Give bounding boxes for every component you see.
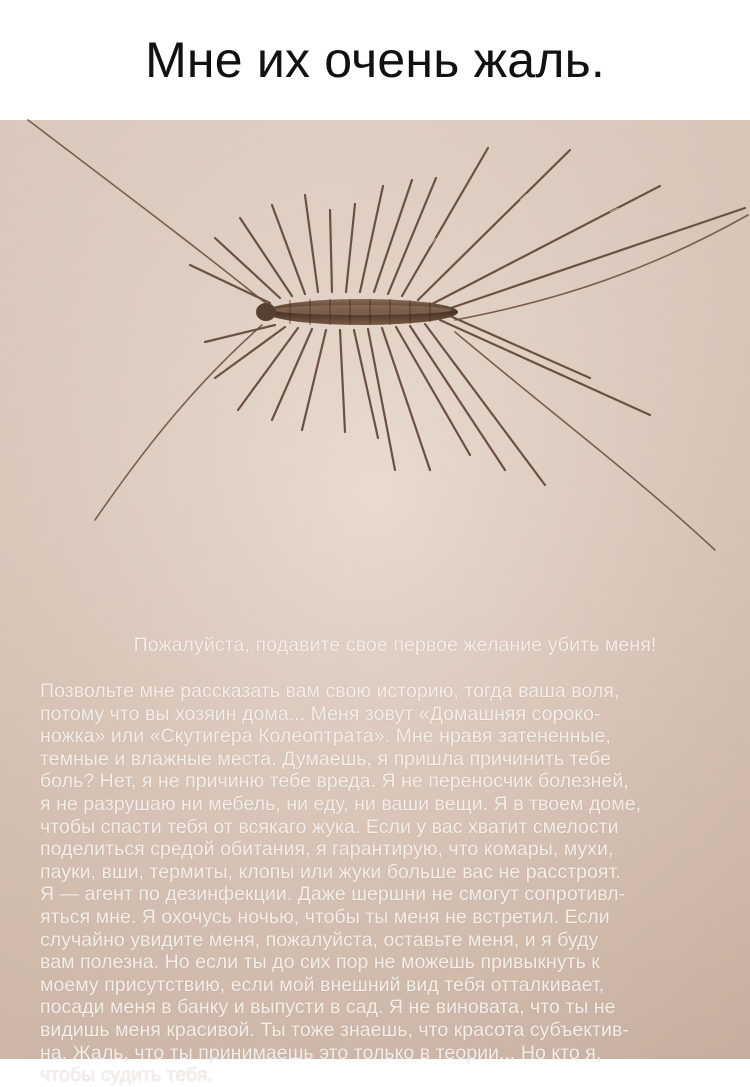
story-line: я не разрушаю ни мебель, ни еду, ни ваши вещи. Я в твоем доме,: [40, 792, 642, 815]
story-line: чтобы спасти тебя от всякаго жука. Если у вас хватит смелости: [40, 815, 619, 838]
caption-story: [40, 680, 720, 1087]
story-line: Я — агент по дезинфекции. Даже шершни не смогут сопротивл-: [40, 883, 626, 906]
story-line: моему присутствию, если мой внешний вид тебя отталкивает,: [40, 973, 605, 996]
story-line: поделиться средой обитания, я гарантирую, что комары, мухи,: [40, 838, 614, 861]
caption-headline: Пожалуйста, подавите свое первое желание убить меня!: [133, 634, 657, 656]
title-bar: [0, 0, 750, 120]
story-line: потому что вы хозяин дома... Меня зовут «Домашняя сороко-: [40, 702, 601, 725]
story-line: пауки, вши, термиты, клопы или жуки больше вас не расстроят.: [40, 860, 621, 883]
story-line: ножка» или «Скутигера Колеоптрата». Мне нравя затененные,: [40, 725, 611, 748]
story-line: случайно увидите меня, пожалуйста, оставьте меня, и я буду: [40, 928, 599, 951]
story-line: видишь меня красивой. Ты тоже знаешь, что красота субъектив-: [40, 1018, 629, 1041]
story-line: чтобы судить тебя.: [40, 1064, 213, 1087]
story-line: посади меня в банку и выпусти в сад. Я не виновата, что ты не: [40, 996, 616, 1019]
centipede-photo: [0, 120, 750, 1087]
story-line: боль? Нет, я не причиню тебе вреда. Я не переносчик болезней,: [40, 770, 629, 793]
story-line: Позвольте мне рассказать вам свою историю, тогда ваша воля,: [40, 680, 620, 702]
caption-block: [0, 632, 750, 1087]
story-line: вам полезна. Но если ты до сих пор не можешь привыкнуть к: [40, 951, 600, 974]
story-line: на. Жаль, что ты принимаешь это только в теории... Но кто я,: [40, 1041, 602, 1064]
page-title: Мне их очень жаль.: [145, 32, 605, 88]
story-line: темные и влажные места. Думаешь, я пришла причинить тебе: [40, 747, 611, 770]
story-line: яться мне. Я охочусь ночью, чтобы ты меня не встретил. Если: [40, 905, 610, 928]
